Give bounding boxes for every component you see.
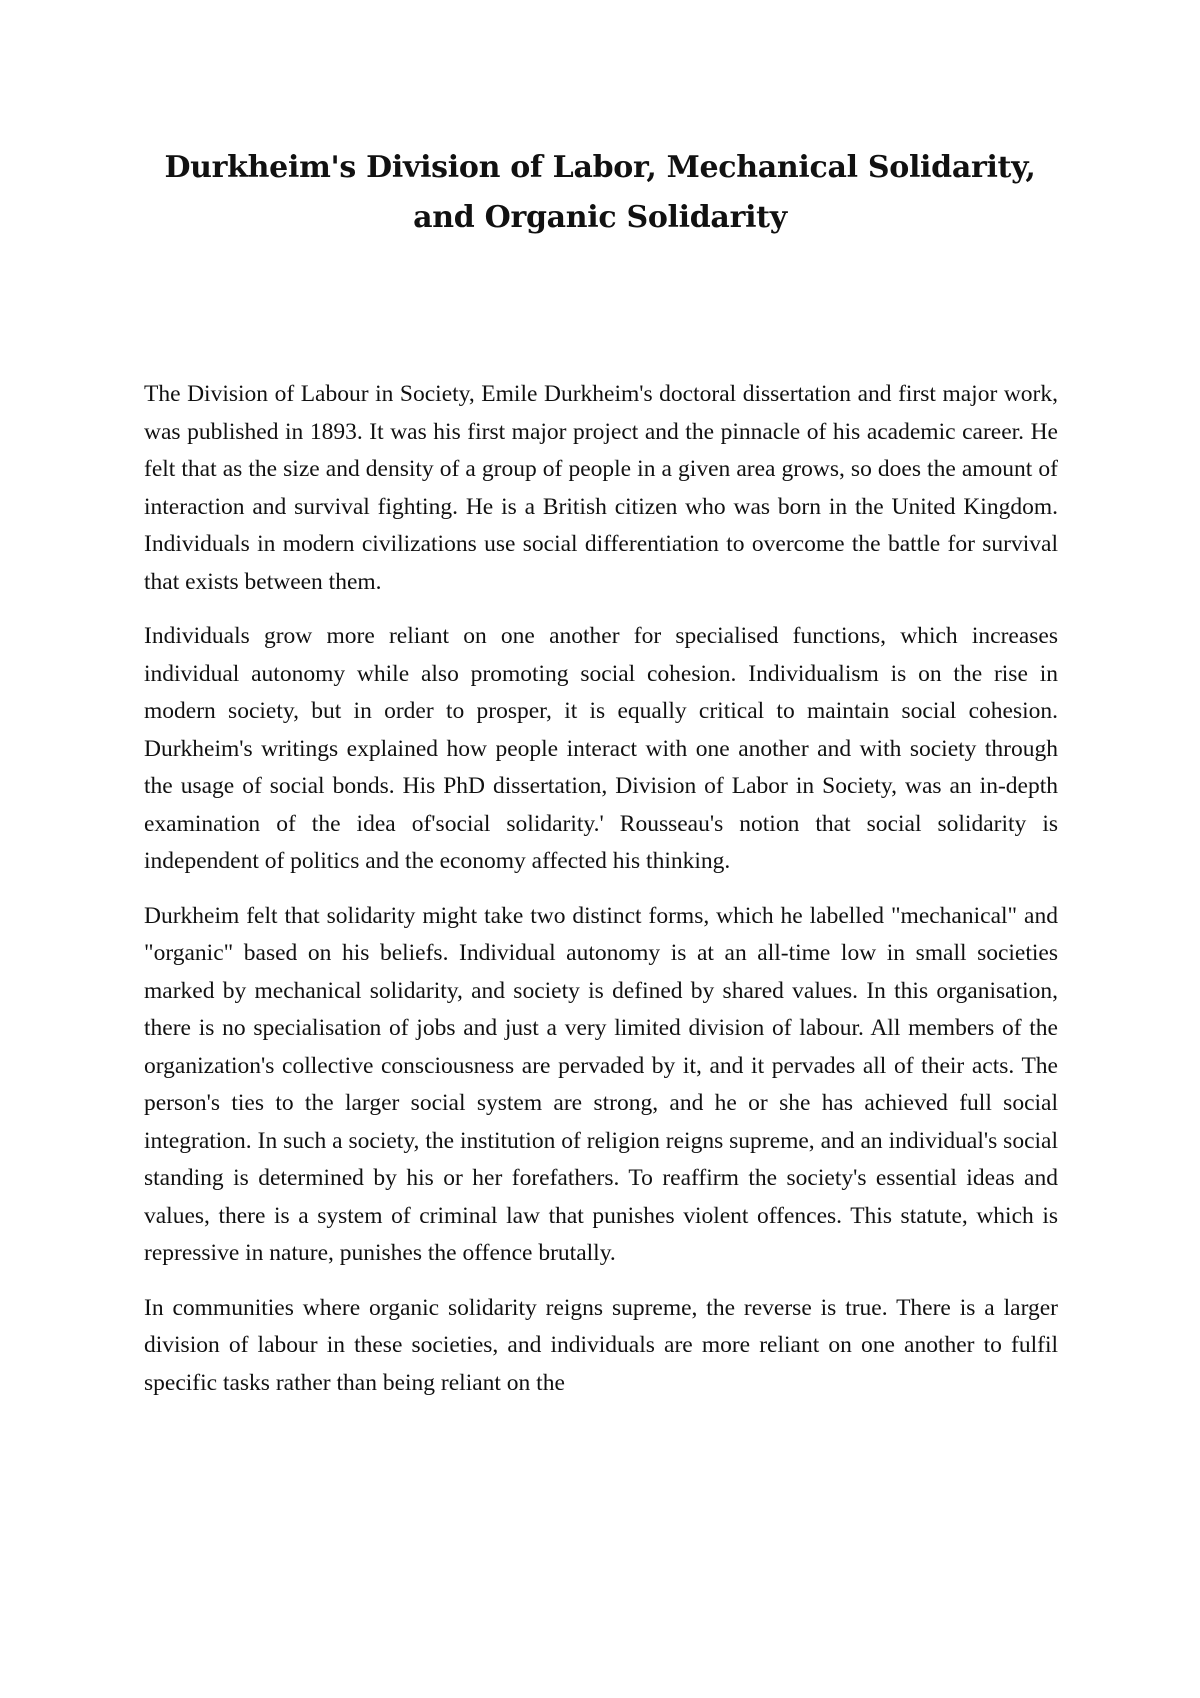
document-title: Durkheim's Division of Labor, Mechanical Solidarity, and Organic Solidarity <box>164 150 1036 235</box>
paragraph-3: Durkheim felt that solidarity might take two distinct forms, which he labelled "mechanical" and "organic" based on his beliefs. Individual autonomy is at an all-time low in small societies marked by mechanical solidarity, and society is defined by shared values. In this organisation, there is no specialisation of jobs and just a very limited division of labour. All members of the organization's collective consciousness are pervaded by it, and it pervades all of their acts. The person's ties to the larger social system are strong, and he or she has achieved full social integration. In such a society, the institution of religion reigns supreme, and an individual's social standing is determined by his or her forefathers. To reaffirm the society's essential ideas and values, there is a system of criminal law that punishes violent offences. This statute, which is repressive in nature, punishes the offence brutally. <box>144 902 1058 1266</box>
paragraph-4: In communities where organic solidarity reigns supreme, the reverse is true. There is a larger division of labour in these societies, and individuals are more reliant on one another to fulfil specific tasks rather than being reliant on the <box>144 1294 1058 1396</box>
paragraph-1: The Division of Labour in Society, Emile Durkheim's doctoral dissertation and first major work, was published in 1893. It was his first major project and the pinnacle of his academic career. He felt that as the size and density of a group of people in a given area grows, so does the amount of interaction and survival fighting. He is a British citizen who was born in the United Kingdom. Individuals in modern civilizations use social differentiation to overcome the battle for survival that exists between them. <box>144 381 1058 595</box>
paragraph-2: Individuals grow more reliant on one another for specialised functions, which increases individual autonomy while also promoting social cohesion. Individualism is on the rise in modern society, but in order to prosper, it is equally critical to maintain social cohesion. Durkheim's writings explained how people interact with one another and with society through the usage of social bonds. His PhD dissertation, Division of Labor in Society, was an in-depth examination of the idea of'social solidarity.' Rousseau's notion that social solidarity is independent of politics and the economy affected his thinking. <box>144 623 1058 874</box>
document-body <box>144 376 1058 1419</box>
